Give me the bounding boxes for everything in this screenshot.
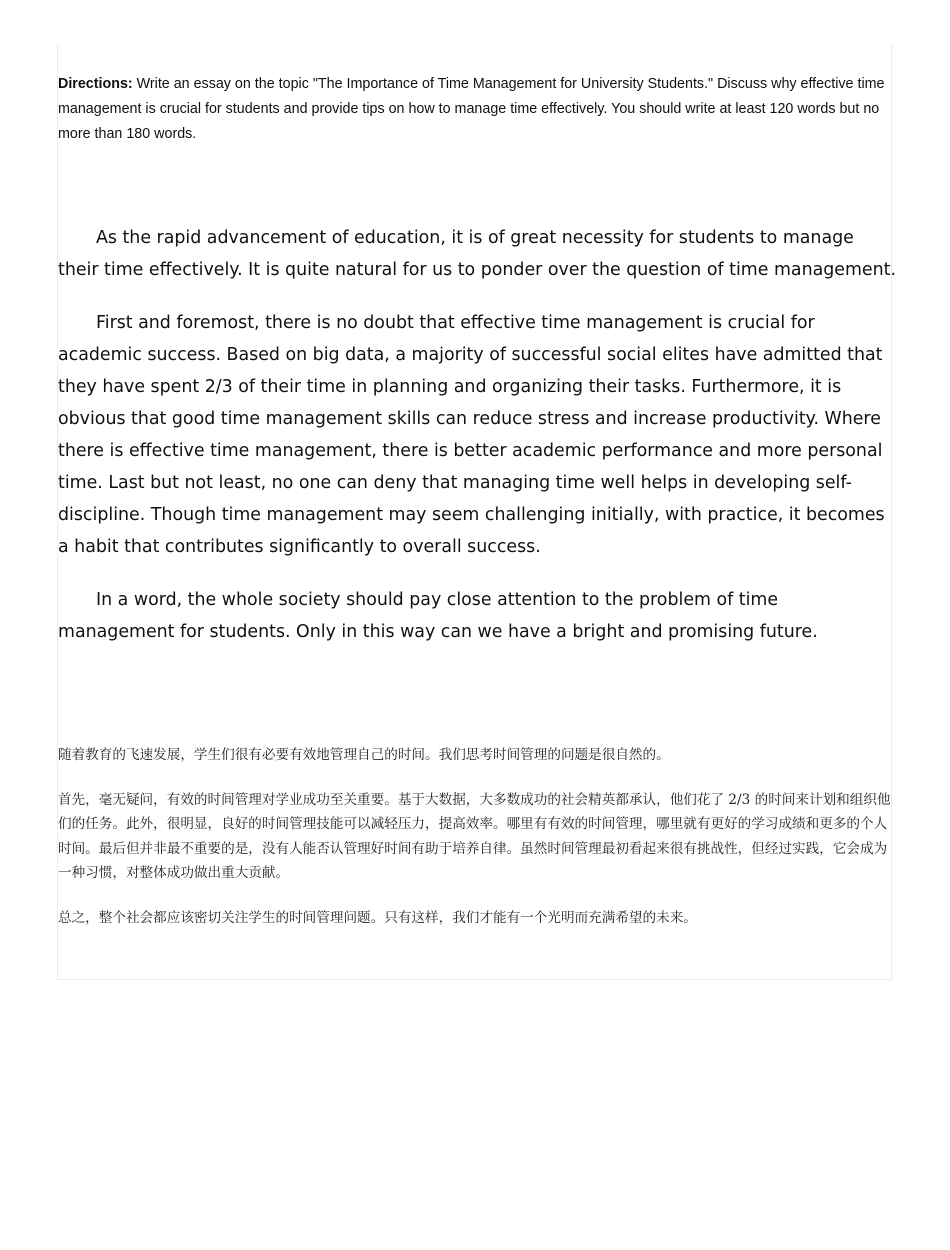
directions-label: Directions: xyxy=(58,76,133,92)
essay-paragraph-intro: As the rapid advancement of education, it is of great necessity for students to manage their time effectively. It is quite natural for us to ponder over the question of time management. xyxy=(58,228,896,280)
essay-paragraph-body: First and foremost, there is no doubt that effective time management is crucial for academic success. Based on big data, a majority of successful social elites have admitted that they have spent 2/3 of their time in planning and organizing their tasks. Furthermore, it is obvious that good time management skills can reduce stress and increase productivity. Where there is effective time management, there is better academic performance and more personal time. Last but not least, no one can deny that managing time well helps in developing self-discipline. Though time management may seem challenging initially, with practice, it becomes a habit that contributes significantly to overall success. xyxy=(58,313,885,557)
translation-paragraph-conclusion: 总之，整个社会都应该密切关注学生的时间管理问题。只有这样，我们才能有一个光明而充满希望的未来。 xyxy=(58,909,697,926)
chinese-translation xyxy=(58,743,896,950)
directions xyxy=(58,72,896,147)
translation-paragraph-intro: 随着教育的飞速发展，学生们很有必要有效地管理自己的时间。我们思考时间管理的问题是很自然的。 xyxy=(58,747,670,763)
translation-paragraph-body: 首先，毫无疑问，有效的时间管理对学业成功至关重要。基于大数据，大多数成功的社会精英都承认，他们花了 2/3 的时间来计划和组织他们的任务。此外，很明显，良好的时间管理技能可以减轻压力，提高效率。哪里有有效的时间管理，哪里就有更好的学习成绩和更多的个人时间。最后但并非最不重要的是，没有人能否认管理好时间有助于培养自律。虽然时间管理最初看起来很有挑战性，但经过实践，它会成为一种习惯，对整体成功做出重大贡献。 xyxy=(58,791,891,881)
essay-paragraph-conclusion: In a word, the whole society should pay close attention to the problem of time management for students. Only in this way can we have a bright and promising future. xyxy=(58,590,818,642)
essay-body xyxy=(58,222,896,669)
directions-text: Write an essay on the topic "The Importance of Time Management for University Students." Discuss why effective time management is crucial for students and provide tips on how to manage time effectively. You should write at least 120 words but no more than 180 words. xyxy=(58,76,885,142)
